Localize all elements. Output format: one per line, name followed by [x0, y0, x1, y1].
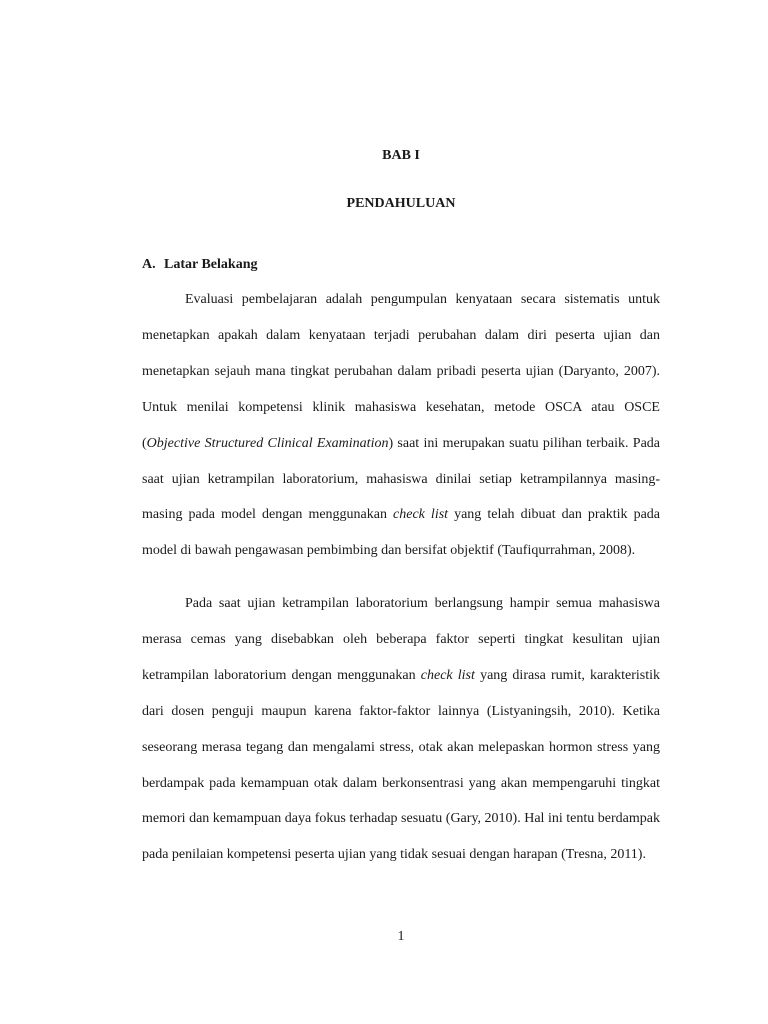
italic-term: check list [420, 667, 475, 683]
section-label: A. [142, 257, 156, 272]
paragraph-text: yang telah dibuat dan praktik pada model di bawah pengawasan pembimbing dan bersifat objektif (Taufiqurrahman, 2008). [142, 507, 660, 559]
section-heading [142, 256, 257, 274]
page-number: 1 [397, 929, 405, 944]
section-title: Latar Belakang [164, 257, 258, 272]
paragraph-latar-belakang-2 [142, 586, 660, 873]
paragraph-latar-belakang-1 [142, 282, 660, 569]
paragraph-text: yang dirasa rumit, karakteristik dari dosen penguji maupun karena faktor-faktor lainnya (Listyaningsih, 2010). Ketika seseorang merasa tegang dan mengalami stress, otak akan melepaskan hormon stress yang berdampak pada kemampuan otak dalam berkonsentrasi yang akan mempengaruhi tingkat memori dan kemampuan daya fokus terhadap sesuatu (Gary, 2010). Hal ini tentu berdampak pada penilaian kompetensi peserta ujian yang tidak sesuai dengan harapan (Tresna, 2011). [142, 667, 660, 863]
paragraph-text: Evaluasi pembelajaran adalah pengumpulan kenyataan secara sistematis untuk menetapkan apakah dalam kenyataan terjadi perubahan dalam diri peserta ujian dan menetapkan sejauh mana tingkat perubahan dalam pribadi peserta ujian (Daryanto, 2007). Untuk menilai kompetensi klinik mahasiswa kesehatan, metode OSCA atau OSCE ( [142, 292, 660, 451]
paragraph-text: ) saat ini merupakan suatu pilihan terbaik. Pada saat ujian ketrampilan laboratorium, mahasiswa dinilai setiap ketrampilannya masing-masing pada model dengan menggunakan [142, 435, 661, 523]
paragraph-text: Pada saat ujian ketrampilan laboratorium berlangsung hampir semua mahasiswa merasa cemas yang disebabkan oleh beberapa faktor seperti tingkat kesulitan ujian ketrampilan laboratorium dengan menggunakan [142, 596, 660, 683]
italic-term: Objective Structured Clinical Examination [146, 435, 389, 451]
chapter-number: BAB I [382, 148, 420, 163]
italic-term: check list [393, 507, 449, 523]
chapter-title: PENDAHULUAN [346, 196, 456, 211]
